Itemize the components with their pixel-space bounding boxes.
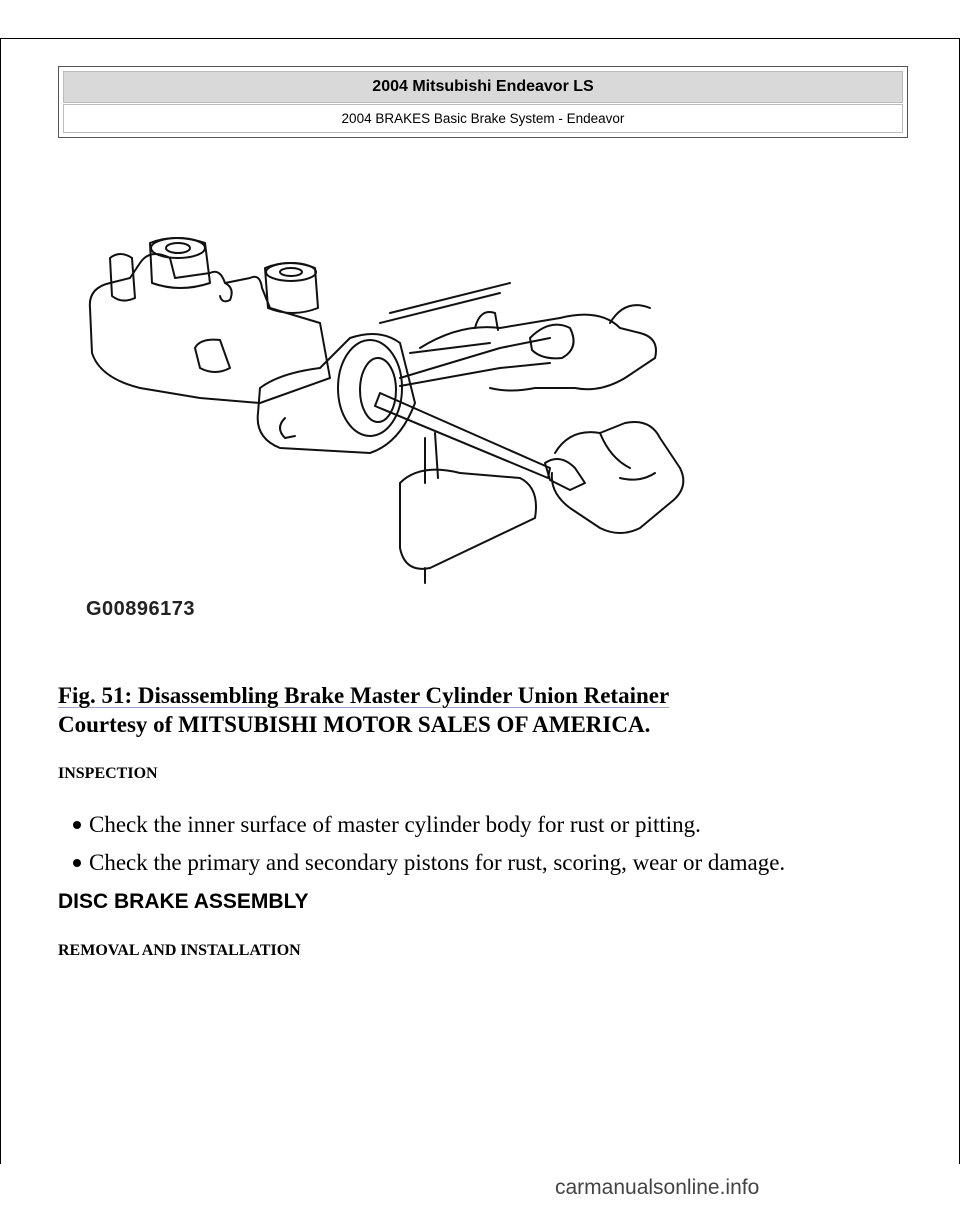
- screwdriver-shaft: [375, 393, 550, 478]
- reservoir-port-right-top: [266, 263, 316, 281]
- list-item-text: Check the primary and secondary pistons for rust, scoring, wear or damage.: [89, 850, 786, 875]
- header-subtitle: 2004 BRAKES Basic Brake System - Endeavor: [63, 104, 903, 133]
- reservoir-port-right: [265, 263, 318, 313]
- reservoir-port-left-top: [151, 238, 205, 258]
- arm-sleeve: [400, 470, 536, 569]
- outlet-fitting-side: [195, 340, 230, 372]
- document-header: [58, 66, 908, 138]
- bullet-icon: [73, 821, 81, 829]
- list-item-text: Check the inner surface of master cylinder body for rust or pitting.: [89, 812, 701, 837]
- figure-courtesy: Courtesy of MITSUBISHI MOTOR SALES OF AMERICA.: [58, 712, 651, 737]
- master-cylinder-illustration: [80, 228, 700, 588]
- list-item: [64, 806, 785, 844]
- section-heading: DISC BRAKE ASSEMBLY: [58, 890, 309, 913]
- upper-hand: [420, 315, 656, 391]
- header-title: 2004 Mitsubishi Endeavor LS: [63, 71, 903, 103]
- bullet-icon: [73, 859, 81, 867]
- footer-watermark: carmanualsonline.info: [555, 1176, 760, 1199]
- inspection-heading: INSPECTION: [58, 765, 158, 782]
- bore-ring-outer: [338, 340, 402, 436]
- inspection-list: [64, 806, 785, 882]
- figure-caption-link[interactable]: Fig. 51: Disassembling Brake Master Cylinder Union Retainer: [58, 683, 670, 708]
- lower-hand: [552, 422, 684, 533]
- list-item: [64, 844, 785, 882]
- section-subheading: REMOVAL AND INSTALLATION: [58, 942, 301, 959]
- reservoir-port-left: [150, 238, 210, 288]
- figure-code: G00896173: [86, 598, 196, 620]
